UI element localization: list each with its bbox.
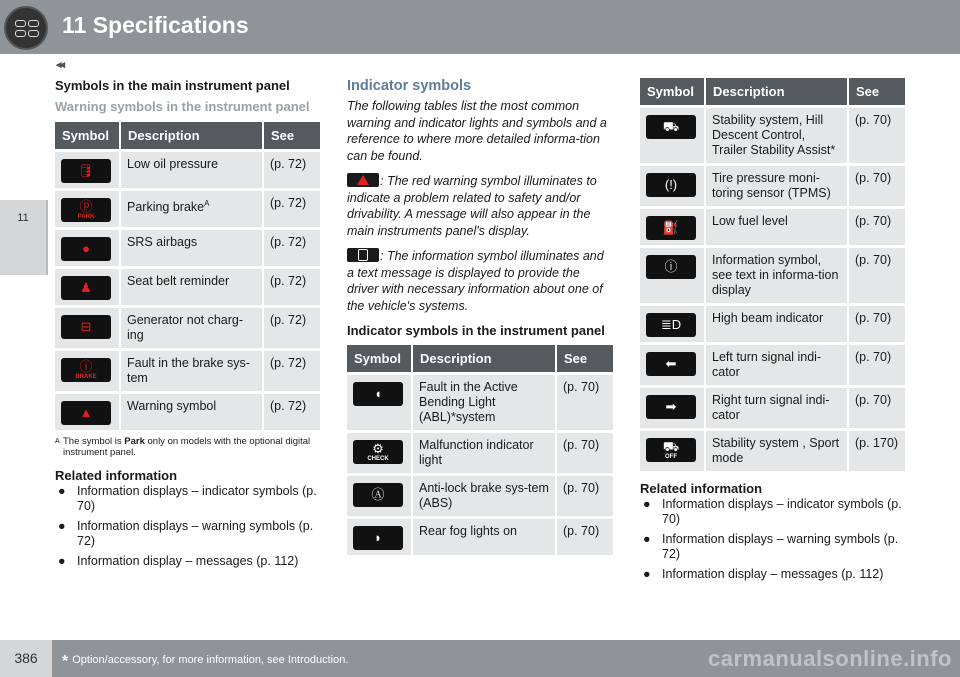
related-link[interactable]: ● Information displays – warning symbols (p. 72) (58, 519, 314, 548)
page-reference-link[interactable]: (p. 72) (264, 305, 320, 348)
table-row (347, 516, 613, 555)
page-reference-link[interactable]: (p. 72) (264, 391, 320, 430)
page-reference-link[interactable]: (p. 70) (849, 163, 905, 206)
related-link[interactable]: ● Information displays – indicator symbols (p. 70) (58, 484, 317, 513)
page-reference-link[interactable]: (p. 70) (849, 342, 905, 385)
rear-fog-light-icon (353, 526, 403, 550)
table-row (640, 303, 905, 342)
symbol-glyph: ⛽ (662, 220, 680, 235)
footnote-text-bold: Park (124, 436, 145, 447)
bullet-icon: ● (643, 567, 651, 581)
page-reference-link[interactable]: (p. 72) (264, 227, 320, 266)
symbol-glyph: ⊟ (80, 319, 92, 334)
column-header-see: See (264, 122, 320, 149)
symbol-glyph: 🛢 (77, 163, 95, 178)
table-row (640, 428, 905, 471)
page-footer (0, 640, 960, 677)
description-cell: Low fuel level (706, 206, 849, 245)
symbol-glyph: ⓘ (79, 359, 93, 374)
symbol-glyph: ⓘ (664, 259, 678, 274)
column-header-symbol: Symbol (347, 345, 413, 372)
table-row (640, 163, 905, 206)
symbol-glyph: ◖ (374, 386, 382, 401)
symbol-glyph: (!) (664, 177, 678, 192)
description-cell: Left turn signal indi-cator (706, 342, 849, 385)
warning-triangle-icon (61, 401, 111, 425)
symbol-cell (55, 227, 121, 266)
table-row (347, 430, 613, 473)
stability-system-icon (646, 115, 696, 139)
indicator-symbols-table (347, 345, 613, 555)
symbol-glyph: ● (82, 241, 90, 256)
symbol-cell (640, 342, 706, 385)
brake-fault-icon (61, 358, 111, 382)
symbol-glyph: ≣D (660, 317, 682, 332)
footnote (55, 436, 320, 458)
watermark: carmanualsonline.info (708, 646, 952, 671)
red-warning-paragraph: : The red warning symbol illuminates to indicate a problem related to safety and/or drivability. A message will also appear in the main instruments panel's display. (347, 174, 597, 238)
footnote-reference[interactable]: A (204, 199, 210, 208)
chapter-side-tab[interactable] (0, 200, 48, 275)
symbol-glyph: ▲ (79, 405, 93, 420)
description-cell: Stability system, Hill Descent Control, Trailer Stability Assist* (706, 105, 849, 163)
related-information-heading: Related information (640, 481, 763, 496)
seat-belt-icon (61, 276, 111, 300)
page-header (0, 0, 960, 54)
bullet-icon: ● (58, 554, 66, 568)
fuel-pump-icon (646, 216, 696, 240)
symbol-caption: PARK (77, 214, 95, 220)
symbol-glyph: ➡ (665, 399, 677, 414)
page-reference-link[interactable]: (p. 70) (557, 516, 613, 555)
description-cell: SRS airbags (121, 227, 264, 266)
red-warning-triangle-icon (347, 173, 379, 187)
page-reference-link[interactable]: (p. 72) (264, 348, 320, 391)
symbol-cell (55, 348, 121, 391)
chapter-side-tab-label: 11 (17, 212, 29, 224)
description-cell: Right turn signal indi-cator (706, 385, 849, 428)
stability-sport-mode-icon (646, 438, 696, 462)
description-cell: Low oil pressure (121, 149, 264, 188)
page-reference-link[interactable]: (p. 70) (849, 385, 905, 428)
column-header-description: Description (121, 122, 264, 149)
description-cell: High beam indicator (706, 303, 849, 342)
bullet-icon: ● (643, 532, 651, 546)
related-information-list (640, 497, 905, 582)
table-row (347, 473, 613, 516)
description-cell: Generator not charg-ing (121, 305, 264, 348)
symbol-cell (55, 266, 121, 305)
page-reference-link[interactable]: (p. 72) (264, 266, 320, 305)
column-header-description: Description (706, 78, 849, 105)
symbol-cell (347, 372, 413, 430)
page-reference-link[interactable]: (p. 170) (849, 428, 905, 471)
page-reference-link[interactable]: (p. 72) (264, 149, 320, 188)
description-cell: Tire pressure moni-toring sensor (TPMS) (706, 163, 849, 206)
symbol-cell (640, 303, 706, 342)
symbol-caption: OFF (665, 454, 677, 460)
table-row (640, 105, 905, 163)
table-row (347, 372, 613, 430)
symbol-cell (640, 385, 706, 428)
option-star: * (62, 653, 69, 670)
symbol-cell (55, 305, 121, 348)
description-cell: Anti-lock brake sys-tem (ABS) (413, 473, 557, 516)
check-engine-icon (353, 440, 403, 464)
column-header-symbol: Symbol (55, 122, 121, 149)
information-paragraph: : The information symbol illuminates and a text message is displayed to provide the driver with necessary information about one of the vehicle's systems. (347, 249, 604, 313)
information-icon (646, 255, 696, 279)
table-row (55, 227, 320, 266)
table-row (55, 305, 320, 348)
page-reference-link[interactable]: (p. 70) (557, 372, 613, 430)
table-row (55, 266, 320, 305)
symbol-glyph: ⛟ (662, 439, 680, 454)
table-row (640, 206, 905, 245)
table-row (55, 391, 320, 430)
left-turn-signal-icon (646, 352, 696, 376)
section-title: Indicator symbols (347, 78, 472, 94)
symbol-cell (347, 516, 413, 555)
description-cell: Malfunction indicator light (413, 430, 557, 473)
footnote-text-post: only on models with the optional digital instrument panel. (63, 436, 311, 458)
indicator-table-heading: Indicator symbols in the instrument panel (347, 323, 605, 338)
back-navigation-link[interactable]: ◂◂ (56, 59, 64, 71)
symbol-glyph: ♟ (80, 280, 92, 295)
description-cell: Rear fog lights on (413, 516, 557, 555)
bullet-icon: ● (58, 484, 66, 498)
symbol-cell (347, 430, 413, 473)
right-turn-signal-icon (646, 395, 696, 419)
page-number: 386 (0, 640, 52, 677)
symbol-cell (55, 149, 121, 188)
symbol-glyph: Ⓐ (371, 487, 385, 502)
page-reference-link[interactable]: (p. 70) (557, 430, 613, 473)
related-link[interactable]: ● Information display – messages (p. 112) (643, 567, 884, 581)
symbol-cell (347, 473, 413, 516)
table-row (55, 348, 320, 391)
page-reference-link[interactable]: (p. 70) (849, 245, 905, 303)
tire-pressure-icon (646, 173, 696, 197)
table-row (640, 385, 905, 428)
description-cell: Stability system , Sport mode (706, 428, 849, 471)
symbol-cell (640, 105, 706, 163)
indicator-symbols-table-continued (640, 78, 905, 471)
symbol-caption: CHECK (367, 456, 389, 462)
footer-note: * Option/accessory, for more information, see Introduction. (62, 653, 349, 670)
oil-can-icon (61, 159, 111, 183)
page-reference-link[interactable]: (p. 70) (849, 303, 905, 342)
warning-symbols-subheading: Warning symbols in the instrument panel (55, 99, 310, 114)
symbol-cell (640, 245, 706, 303)
abs-icon (353, 483, 403, 507)
active-bending-light-icon (353, 382, 403, 406)
column-header-description: Description (413, 345, 557, 372)
symbol-glyph: ⚙ (372, 441, 384, 456)
symbol-cell (640, 428, 706, 471)
description-cell: Fault in the brake sys-tem (121, 348, 264, 391)
high-beam-icon (646, 313, 696, 337)
symbol-glyph: ⬅ (665, 356, 677, 371)
description-cell: Parking brake$^A$ (121, 188, 264, 227)
related-link[interactable]: ● Information display – messages (p. 112) (58, 554, 299, 568)
description-cell: Fault in the Active Bending Light (ABL)*system (413, 372, 557, 430)
footnote-text-pre: The symbol is (63, 436, 125, 447)
footnote-mark: A (55, 438, 60, 445)
symbol-glyph: ⓟ (79, 199, 93, 214)
page-reference-link[interactable]: (p. 70) (849, 206, 905, 245)
column-header-see: See (557, 345, 613, 372)
airbag-icon (61, 237, 111, 261)
symbol-cell (55, 188, 121, 227)
bullet-icon: ● (58, 519, 66, 533)
symbol-cell (55, 391, 121, 430)
symbol-glyph: ◗ (374, 530, 382, 545)
parking-brake-icon (61, 198, 111, 222)
symbol-glyph: ⛟ (662, 119, 680, 134)
page-reference-link[interactable]: (p. 70) (557, 473, 613, 516)
page-reference-link[interactable]: (p. 70) (849, 105, 905, 163)
description-cell: Warning symbol (121, 391, 264, 430)
related-information-list (55, 484, 320, 569)
description-cell: Information symbol, see text in informa-tion display (706, 245, 849, 303)
chapter-grid-icon (4, 6, 48, 50)
chapter-title: 11 Specifications (62, 12, 249, 38)
related-information-heading: Related information (55, 468, 178, 483)
related-link[interactable]: ● Information displays – indicator symbols (p. 70) (643, 497, 902, 526)
main-heading: Symbols in the main instrument panel (55, 78, 290, 93)
symbol-cell (640, 206, 706, 245)
related-link[interactable]: ● Information displays – warning symbols (p. 72) (643, 532, 899, 561)
intro-paragraph: The following tables list the most common warning and indicator lights and symbols and a reference to where more detailed informa-tion can be found. (347, 99, 607, 163)
description-cell: Seat belt reminder (121, 266, 264, 305)
bullet-icon: ● (643, 497, 651, 511)
table-row (55, 188, 320, 227)
table-row (55, 149, 320, 188)
column-indicator-symbols (347, 78, 613, 555)
table-row (640, 342, 905, 385)
battery-icon (61, 315, 111, 339)
symbol-caption: BRAKE (75, 374, 97, 380)
column-header-symbol: Symbol (640, 78, 706, 105)
symbol-cell (640, 163, 706, 206)
column-indicator-symbols-continued (640, 78, 905, 587)
warning-symbols-table (55, 122, 320, 430)
column-warning-symbols (55, 78, 320, 574)
information-icon (347, 248, 379, 262)
table-row (640, 245, 905, 303)
column-header-see: See (849, 78, 905, 105)
page-reference-link[interactable]: (p. 72) (264, 188, 320, 227)
